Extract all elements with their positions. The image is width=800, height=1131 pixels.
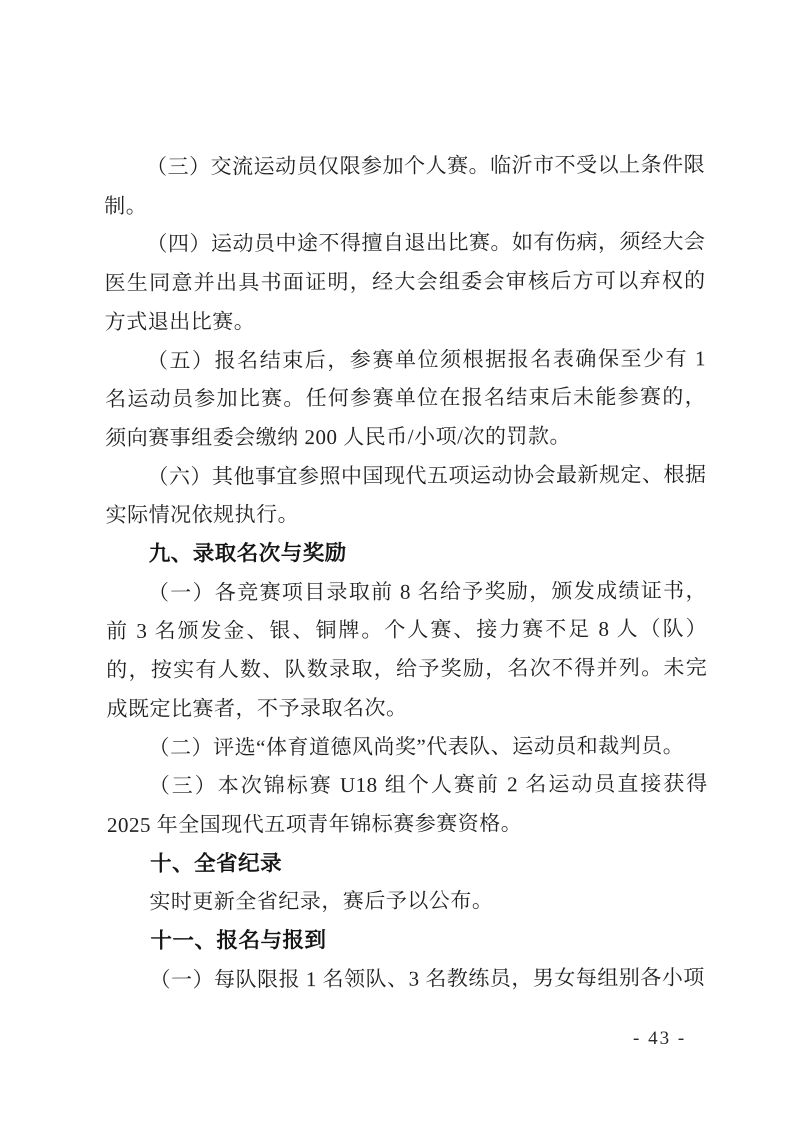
- document-body: [104, 145, 709, 999]
- section-heading: 十一、报名与报到: [150, 928, 327, 953]
- paragraph: （三）交流运动员仅限参加个人赛。临沂市不受以上条件限制。: [104, 152, 706, 218]
- paragraph: （一）每队限报 1 名领队、3 名教练员，男女每组别各小项: [149, 965, 705, 992]
- paragraph: 实时更新全省纪录，赛后予以公布。: [149, 888, 494, 915]
- paragraph: （三）本次锦标赛 U18 组个人赛前 2 名运动员直接获得 2025 年全国现代五项青年锦标赛参赛资格。: [106, 771, 708, 837]
- paragraph: （二）评选“体育道德风尚奖”代表队、运动员和裁判员。: [148, 733, 685, 760]
- page-number: - 43 -: [633, 1028, 687, 1049]
- paragraph: （一）各竞赛项目录取前 8 名给予奖励，颁发成绩证书，前 3 名颁发金、银、铜牌。个人赛、接力赛不足 8 人（队）的，按实有人数、队数录取，给予奖励，名次不得并列。未完成既定比赛者，不予录取名次。: [106, 578, 708, 721]
- paragraph: （六）其他事宜参照中国现代五项运动协会最新规定、根据实际情况依规执行。: [105, 461, 707, 528]
- section-heading: 十、全省纪录: [150, 850, 283, 876]
- section-heading: 九、录取名次与奖励: [148, 540, 347, 566]
- paragraph: （五）报名结束后，参赛单位须根据报名表确保至少有 1 名运动员参加比赛。任何参赛单位在报名结束后未能参赛的，须向赛事组委会缴纳 200 人民币/小项/次的罚款。: [105, 345, 707, 450]
- paragraph: （四）运动员中途不得擅自退出比赛。如有伤病，须经大会医生同意并出具书面证明，经大会组委会审核后方可以弃权的方式退出比赛。: [104, 229, 706, 334]
